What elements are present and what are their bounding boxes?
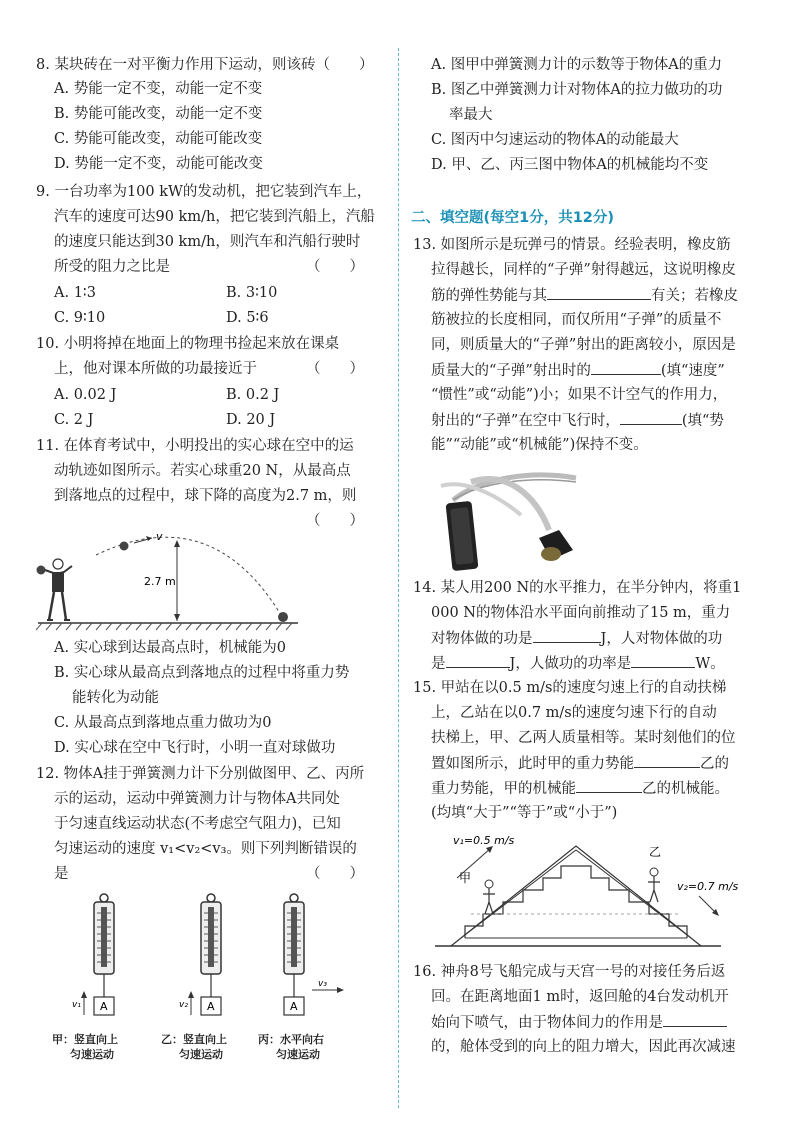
escalator-figure [431, 826, 751, 956]
q15-v2-label: v₂=0.7 m/s [677, 880, 739, 893]
person-jia [483, 880, 495, 914]
q12-line2: 示的运动，运动中弹簧测力计与物体A共同处 [54, 791, 340, 807]
q12-option-c: C. 图丙中匀速运动的物体A的动能最大 [431, 132, 679, 148]
q11-option-a: A. 实心球到达最高点时，机械能为0 [54, 640, 286, 656]
spring-scale-yi [179, 894, 221, 1015]
q13-line6-a: 质量大的“子弹”射出时的 [431, 363, 591, 379]
slingshot-image [431, 460, 581, 572]
q12-line5: 是 [54, 866, 69, 882]
q13-line3 [431, 284, 738, 307]
q11-line3: 到落地点的过程中，球下降的高度为2.7 m，则 [54, 488, 357, 504]
q12-line4: 匀速运动的速度 v₁<v₂<v₃。则下列判断错误的 [54, 841, 357, 857]
q15-line4 [431, 752, 729, 775]
q14-line3-a: 对物体做的功是 [431, 631, 533, 647]
q15-line5-b: 乙的机械能。 [642, 781, 729, 797]
q15-line4-b: 乙的 [700, 756, 729, 772]
q13-line4: 筋被拉的长度相同，而仅所用“子弹”的质量不 [431, 312, 722, 328]
q12-yi-a-label: A [207, 1000, 215, 1013]
person-yi [648, 868, 660, 902]
q10-option-c: C. 2 J [54, 412, 94, 428]
spring-scale-jia [72, 894, 114, 1015]
q12-cap-yi-1: 乙：竖直向上 [161, 1033, 227, 1046]
q13-line9: 能”“动能”或“机械能”)保持不变。 [431, 437, 648, 453]
q13-line8 [431, 409, 724, 432]
q13-blank-2[interactable] [591, 359, 661, 375]
q13-line7: “惯性”或“动能”)小；如果不计空气的作用力， [431, 387, 728, 403]
q12-bing-v-label: v₃ [318, 979, 327, 989]
q13-line2: 拉得越长，同样的“子弹”射得越远，这说明橡皮 [431, 262, 736, 278]
q10-line2: 上，他对课本所做的功最接近于 [54, 361, 257, 377]
q12-option-b-cont: 率最大 [449, 107, 493, 123]
q12-figures [36, 893, 366, 1033]
q14-blank-1[interactable] [533, 627, 601, 643]
q11-line2: 动轨迹如图所示。若实心球重20 N，从最高点 [54, 463, 351, 479]
q12-jia-a-label: A [100, 1000, 108, 1013]
q13-line6-b: (填“速度” [660, 363, 725, 379]
q14-line3 [431, 627, 722, 650]
q15-line6: (均填“大于”“等于”或“小于”) [431, 805, 618, 821]
ball-in-air [120, 542, 129, 551]
q12-option-a: A. 图甲中弹簧测力计的示数等于物体A的重力 [431, 57, 723, 73]
q15-v1-label: v₁=0.5 m/s [453, 834, 515, 847]
q14-line4-a: 是 [431, 656, 446, 672]
q16-line1: 16. 神舟8号飞船完成与天宫一号的对接任务后返 [413, 964, 726, 980]
q10-option-a: A. 0.02 J [54, 387, 117, 403]
q9-line2: 汽车的速度可达90 km/h，把它装到汽船上，汽船 [54, 209, 375, 225]
q11-paren: （ ） [306, 513, 364, 529]
thrower-figure [37, 559, 73, 620]
q15-line4-a: 置如图所示，此时甲的重力势能 [431, 756, 634, 772]
q15-line1: 15. 甲站在以0.5 m/s的速度匀速上行的自动扶梯 [413, 680, 727, 696]
q10-line1: 10. 小明将掉在地面上的物理书捡起来放在课桌 [36, 336, 340, 352]
q12-cap-jia-2: 匀速运动 [70, 1048, 114, 1061]
q12-cap-jia-1: 甲：竖直向上 [52, 1033, 118, 1046]
q12-line3: 于匀速直线运动状态(不考虑空气阻力)，已知 [54, 816, 341, 832]
q14-blank-3[interactable] [631, 652, 695, 668]
q14-line4 [431, 652, 725, 675]
q10-option-b: B. 0.2 J [226, 387, 280, 403]
q13-line3-b: 有关；若橡皮 [651, 288, 738, 304]
q12-option-b: B. 图乙中弹簧测力计对物体A的拉力做功的功 [431, 82, 723, 98]
q15-yi-label: 乙 [649, 845, 662, 859]
q15-jia-label: 甲 [459, 871, 472, 885]
q13-line1: 13. 如图所示是玩弹弓的情景。经验表明，橡皮筋 [413, 237, 731, 253]
q12-line1: 12. 物体A挂于弹簧测力计下分别做图甲、乙、丙所 [36, 766, 365, 782]
q8-stem: 8. 某块砖在一对平衡力作用下运动，则该砖（ ） [36, 57, 374, 73]
q9-option-a: A. 1∶3 [54, 285, 96, 301]
q13-line8-a: 射出的“子弹”在空中飞行时， [431, 413, 620, 429]
q12-cap-bing-2: 匀速运动 [276, 1048, 320, 1061]
q9-option-d: D. 5∶6 [226, 310, 269, 326]
q11-v-label: v [156, 530, 163, 543]
q12-option-d: D. 甲、乙、丙三图中物体A的机械能均不变 [431, 157, 709, 173]
q13-line6 [431, 359, 725, 382]
section-fill-in-label: 二、填空题(每空1分，共12分) [411, 210, 615, 226]
q14-line2: 000 N的物体沿水平面向前推动了15 m，重力 [431, 605, 731, 621]
q15-blank-2[interactable] [576, 777, 642, 793]
q13-blank-1[interactable] [547, 284, 651, 300]
q9-line4: 所受的阻力之比是 [54, 259, 170, 275]
q11-option-d: D. 实心球在空中飞行时，小明一直对球做功 [54, 740, 336, 756]
q12-cap-bing-1: 丙：水平向右 [258, 1033, 324, 1046]
q11-option-b-cont: 能转化为动能 [72, 690, 159, 706]
q11-line1: 11. 在体育考试中，小明投出的实心球在空中的运 [36, 438, 354, 454]
q14-line3-b: J，人对物体做的功 [600, 631, 723, 647]
q8-option-c: C. 势能可能改变，动能可能改变 [54, 131, 263, 147]
q15-line5 [431, 777, 729, 800]
q16-line3 [431, 1011, 727, 1034]
q16-line3-a: 始向下喷气，由于物体间力的作用是 [431, 1015, 663, 1031]
q11-figure [36, 530, 336, 634]
q8-option-a: A. 势能一定不变，动能一定不变 [54, 81, 263, 97]
q8-option-d: D. 势能一定不变，动能可能改变 [54, 156, 263, 172]
q9-option-c: C. 9∶10 [54, 310, 106, 326]
column-divider [398, 48, 399, 1108]
q12-yi-v-label: v₂ [179, 1000, 188, 1010]
q9-paren: （ ） [306, 259, 364, 275]
q13-line5: 同，则质量大的“子弹”射出的距离较小，原因是 [431, 337, 736, 353]
section-fill-in-title [411, 207, 614, 229]
q10-option-d: D. 20 J [226, 412, 276, 428]
q13-blank-3[interactable] [620, 409, 682, 425]
q14-line4-c: W。 [695, 656, 725, 672]
q16-blank-1[interactable] [663, 1011, 727, 1027]
q16-line4: 的，舱体受到的向上的阻力增大，因此再次减速 [431, 1039, 736, 1055]
q14-line1: 14. 某人用200 N的水平推力，在半分钟内，将重1 [413, 580, 742, 596]
q15-blank-1[interactable] [634, 752, 700, 768]
q13-line3-a: 筋的弹性势能与其 [431, 288, 547, 304]
q10-paren: （ ） [306, 361, 364, 377]
q9-option-b: B. 3∶10 [226, 285, 278, 301]
q13-line8-b: (填“势 [681, 413, 724, 429]
q9-line1: 9. 一台功率为100 kW的发动机，把它装到汽车上， [36, 184, 372, 200]
q14-blank-2[interactable] [446, 652, 510, 668]
q15-line5-a: 重力势能，甲的机械能 [431, 781, 576, 797]
q11-option-c: C. 从最高点到落地点重力做功为0 [54, 715, 272, 731]
q16-line2: 回。在距离地面1 m时，返回舱的4台发动机开 [431, 989, 729, 1005]
q11-height-label: 2.7 m [144, 575, 176, 588]
q15-line3: 扶梯上，甲、乙两人质量相等。某时刻他们的位 [431, 730, 736, 746]
q12-cap-yi-2: 匀速运动 [179, 1048, 223, 1061]
q12-bing-a-label: A [290, 1000, 298, 1013]
q11-option-b: B. 实心球从最高点到落地点的过程中将重力势 [54, 665, 350, 681]
q12-jia-v-label: v₁ [72, 1000, 81, 1010]
q9-line3: 的速度只能达到30 km/h，则汽车和汽船行驶时 [54, 234, 361, 250]
spring-scale-bing [284, 894, 344, 1015]
q15-line2: 上，乙站在以0.7 m/s的速度匀速下行的自动 [431, 705, 717, 721]
q12-paren: （ ） [306, 866, 364, 882]
q14-line4-b: J，人做功的功率是 [509, 656, 632, 672]
q8-option-b: B. 势能可能改变，动能一定不变 [54, 106, 263, 122]
ball-landed [278, 612, 288, 622]
